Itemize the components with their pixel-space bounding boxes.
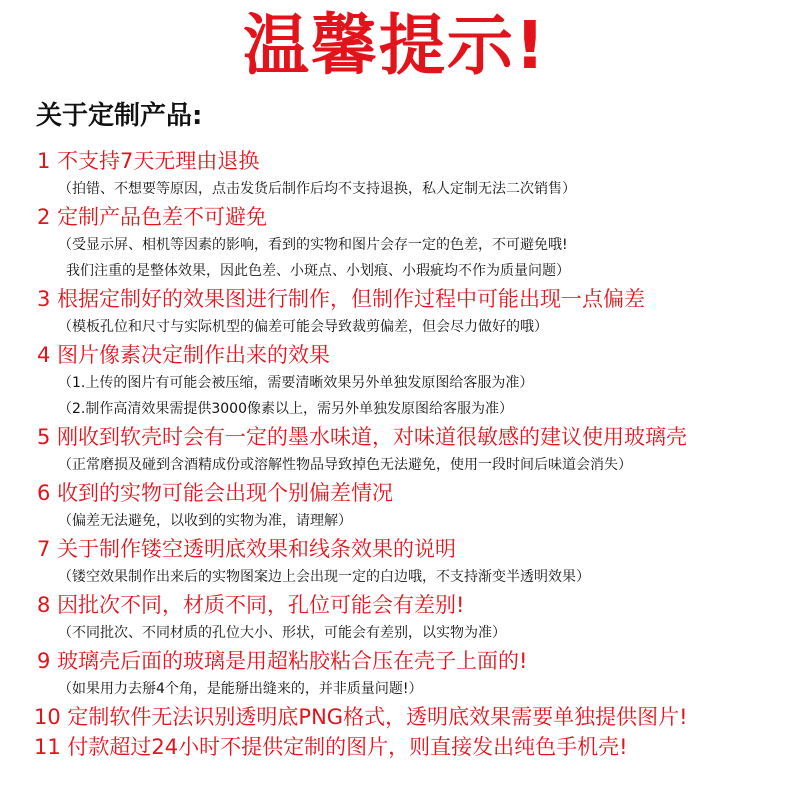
notice-number: 11 [34, 735, 61, 759]
notice-heading-text: 因批次不同，材质不同，孔位可能会有差别! [57, 593, 465, 617]
notice-heading-text: 定制产品色差不可避免 [57, 205, 268, 229]
notice-item-4 [0, 340, 790, 422]
notice-heading-text: 刚收到软壳时会有一定的墨水味道，对味道很敏感的建议使用玻璃壳 [57, 425, 688, 449]
notice-note: （如果用力去掰4个角，是能掰出缝来的，并非质量问题!） [58, 681, 423, 697]
notice-number: 6 [37, 481, 51, 505]
notice-item-8 [0, 590, 790, 646]
notice-heading [0, 732, 790, 762]
notice-heading-text: 付款超过24小时不提供定制的图片，则直接发出纯色手机壳! [67, 735, 628, 759]
notice-number: 9 [37, 649, 51, 673]
notice-number: 5 [37, 425, 51, 449]
notice-note: （镂空效果制作出来后的实物图案边上会出现一定的白边哦，不支持渐变半透明效果） [58, 569, 590, 585]
notice-heading-text: 定制软件无法识别透明底PNG格式，透明底效果需要单独提供图片! [67, 705, 688, 729]
notice-number: 8 [37, 593, 51, 617]
notice-heading-text: 玻璃壳后面的玻璃是用超粘胶粘合压在壳子上面的! [57, 649, 528, 673]
notice-note: 我们注重的是整体效果，因此色差、小斑点、小划痕、小瑕疵均不作为质量问题） [66, 263, 570, 279]
notice-note: （受显示屏、相机等因素的影响，看到的实物和图片会存一定的色差，不可避免哦! [58, 237, 568, 253]
notice-number: 2 [37, 205, 51, 229]
notice-item-11 [0, 732, 790, 762]
notice-item-9 [0, 646, 790, 702]
notice-heading [0, 702, 790, 732]
notice-note: （2.制作高清效果需提供3000像素以上，需另外单独发原图给客服为准） [58, 401, 513, 417]
notice-item-7 [0, 534, 790, 590]
notice-item-6 [0, 478, 790, 534]
notice-item-10 [0, 702, 790, 732]
notice-item-3 [0, 284, 790, 340]
notice-number: 4 [37, 343, 51, 367]
page-title: 温馨提示! [242, 7, 548, 84]
notice-heading [0, 146, 790, 176]
notice-heading-text: 图片像素决定制作出来的效果 [57, 343, 331, 367]
notice-note: （拍错、不想要等原因，点击发货后制作后均不支持退换，私人定制无法二次销售） [58, 181, 576, 197]
notice-heading [0, 340, 790, 370]
notice-heading [0, 284, 790, 314]
notice-heading-text: 收到的实物可能会出现个别偏差情况 [57, 481, 394, 505]
notice-heading [0, 590, 790, 620]
section-subtitle: 关于定制产品: [36, 101, 203, 131]
notice-heading-text: 根据定制好的效果图进行制作，但制作过程中可能出现一点偏差 [57, 287, 646, 311]
notice-heading [0, 534, 790, 564]
notice-item-1 [0, 146, 790, 202]
notice-item-2 [0, 202, 790, 284]
notice-number: 10 [34, 705, 61, 729]
notice-number: 1 [37, 149, 51, 173]
notice-heading [0, 422, 790, 452]
notice-heading [0, 478, 790, 508]
notice-number: 7 [37, 537, 51, 561]
notice-heading [0, 646, 790, 676]
notice-number: 3 [37, 287, 51, 311]
notice-heading-text: 关于制作镂空透明底效果和线条效果的说明 [57, 537, 457, 561]
notice-list [0, 146, 790, 762]
notice-note: （偏差无法避免，以收到的实物为准，请理解） [58, 513, 352, 529]
notice-heading-text: 不支持7天无理由退换 [57, 149, 260, 173]
notice-heading [0, 202, 790, 232]
notice-note: （1.上传的图片有可能会被压缩，需要清晰效果另外单独发原图给客服为准） [58, 375, 534, 391]
notice-item-5 [0, 422, 790, 478]
notice-note: （正常磨损及碰到含酒精成份或溶解性物品导致掉色无法避免，使用一段时间后味道会消失） [58, 457, 632, 473]
notice-note: （模板孔位和尺寸与实际机型的偏差可能会导致裁剪偏差，但会尽力做好的哦） [58, 319, 548, 335]
notice-note: （不同批次、不同材质的孔位大小、形状，可能会有差别，以实物为准） [58, 625, 506, 641]
